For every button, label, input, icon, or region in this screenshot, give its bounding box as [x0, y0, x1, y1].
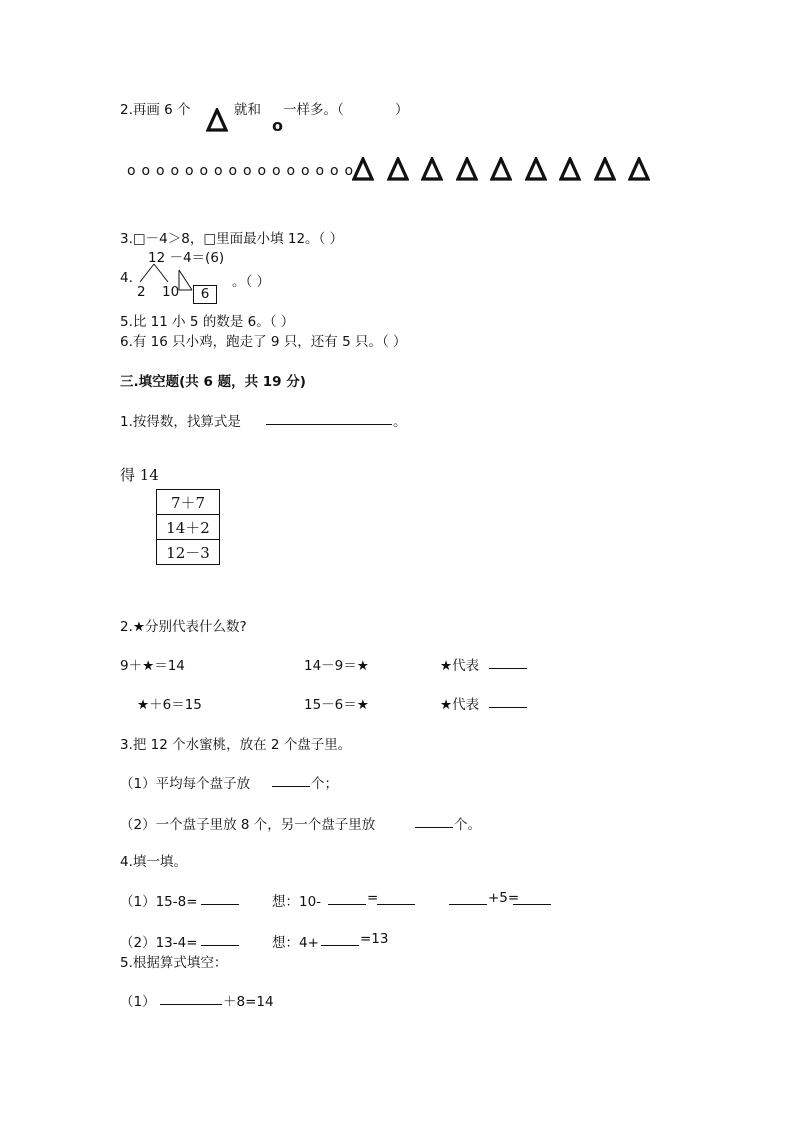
circle-icon: o — [329, 163, 339, 179]
f5-r1-b: ＋8=14 — [223, 994, 274, 1010]
circle-icon: o — [242, 163, 252, 179]
circle-icon: o — [141, 163, 151, 179]
q4-right-number: 10 — [162, 284, 180, 300]
triangle-icon — [206, 108, 228, 132]
expression-cell[interactable]: 7＋7 — [157, 490, 220, 515]
table-row — [157, 540, 220, 565]
circle-icon: o — [271, 163, 281, 179]
q4-prefix: 4. — [120, 270, 133, 286]
triangle-icon — [352, 157, 374, 181]
q4-left-number: 2 — [137, 284, 146, 300]
f3-p2-b: 个。 — [454, 817, 481, 833]
triangle-icon — [559, 157, 581, 181]
circle-row — [124, 164, 356, 178]
f4-r2-think: 想：4+ — [272, 935, 319, 951]
result-label: 得 14 — [120, 466, 159, 484]
f3-p1-a: （1）平均每个盘子放 — [120, 776, 251, 792]
triangle-icon — [421, 157, 443, 181]
q4-expression: 12 －4＝(6) — [148, 250, 225, 266]
circle-icon: o — [155, 163, 165, 179]
f4-r1-blank1[interactable] — [201, 890, 239, 905]
f2-r2-blank[interactable] — [489, 693, 527, 708]
f4-r1-blank5[interactable] — [513, 890, 551, 905]
f4-r2-eq: =13 — [360, 931, 389, 947]
circle-icon: o — [184, 163, 194, 179]
f4-r1-plus: +5= — [488, 890, 520, 906]
f3-p2-blank[interactable] — [415, 813, 453, 828]
triangle-cell — [622, 156, 657, 182]
q5-text: 5.比 11 小 5 的数是 6。（ ） — [120, 314, 295, 330]
f4-r1-eq: = — [367, 890, 379, 906]
triangle-icon — [490, 157, 512, 181]
f2-r2-b: 15－6＝★ — [304, 697, 369, 713]
f2-r2-c: ★代表 — [440, 697, 480, 713]
circle-icon: o — [213, 163, 223, 179]
triangle-icon — [628, 157, 650, 181]
section-title: 三.填空题(共 6 题，共 19 分) — [120, 374, 306, 390]
expression-cell[interactable]: 14＋2 — [157, 515, 220, 540]
f2-title: 2.★分别代表什么数? — [120, 619, 247, 635]
f5-r1-a: （1） — [120, 994, 156, 1010]
table-row — [157, 515, 220, 540]
circle-icon: o — [272, 116, 283, 135]
q2-text-b: 就和 — [234, 102, 261, 118]
f3-p1-blank[interactable] — [272, 772, 310, 787]
triangle-row — [346, 156, 657, 182]
table-row — [157, 490, 220, 515]
circle-icon: o — [300, 163, 310, 179]
triangle-cell — [450, 156, 485, 182]
triangle-icon — [525, 157, 547, 181]
f2-r2-a: ★＋6＝15 — [137, 697, 202, 713]
f4-r1-a: （1）15-8= — [120, 894, 198, 910]
circle-icon: o — [344, 163, 354, 179]
q3-text: 3.□－4＞8，□里面最小填 12。（ ） — [120, 231, 344, 247]
f4-r1-blank2[interactable] — [328, 890, 366, 905]
f2-r1-c: ★代表 — [440, 658, 480, 674]
triangle-cell — [588, 156, 623, 182]
f4-title: 4.填一填。 — [120, 854, 187, 870]
q4-suffix: 。（ ） — [232, 274, 271, 290]
triangle-icon — [594, 157, 616, 181]
f1-answer-blank[interactable] — [266, 410, 392, 425]
expression-table — [156, 489, 220, 565]
f5-title: 5.根据算式填空： — [120, 955, 228, 971]
q2-text-d: ） — [395, 102, 409, 118]
circle-icon: o — [257, 163, 267, 179]
triangle-cell — [484, 156, 519, 182]
circle-icon: o — [170, 163, 180, 179]
triangle-cell — [519, 156, 554, 182]
triangle-cell — [553, 156, 588, 182]
circle-icon: o — [228, 163, 238, 179]
f4-r2-blank2[interactable] — [321, 931, 359, 946]
circle-icon: o — [126, 163, 136, 179]
q4-box-number: 6 — [193, 285, 217, 304]
f4-r1-think: 想：10- — [272, 894, 322, 910]
q2-text-a: 2.再画 6 个 — [120, 102, 191, 118]
expression-cell[interactable]: 12－3 — [157, 540, 220, 565]
triangle-icon — [387, 157, 409, 181]
circle-icon: o — [315, 163, 325, 179]
f2-r1-blank[interactable] — [489, 654, 527, 669]
circle-icon: o — [199, 163, 209, 179]
f3-p1-b: 个； — [311, 776, 338, 792]
f3-p2-a: （2）一个盘子里放 8 个，另一个盘子里放 — [120, 817, 376, 833]
f2-r1-a: 9＋★＝14 — [120, 658, 185, 674]
circle-icon: o — [286, 163, 296, 179]
q2-text-c: 一样多。（ — [283, 102, 344, 118]
f4-r2-blank1[interactable] — [201, 931, 239, 946]
f5-r1-blank[interactable] — [160, 990, 222, 1005]
f1-text-a: 1.按得数，找算式是 — [120, 414, 241, 430]
triangle-cell — [346, 156, 381, 182]
f4-r1-blank4[interactable] — [449, 890, 487, 905]
f4-r2-a: （2）13-4= — [120, 935, 198, 951]
triangle-cell — [381, 156, 416, 182]
f1-text-b: 。 — [393, 414, 407, 430]
f2-r1-b: 14－9＝★ — [304, 658, 369, 674]
f4-r1-blank3[interactable] — [377, 890, 415, 905]
f3-title: 3.把 12 个水蜜桃，放在 2 个盘子里。 — [120, 737, 352, 753]
q6-text: 6.有 16 只小鸡，跑走了 9 只，还有 5 只。（ ） — [120, 334, 407, 350]
triangle-icon — [456, 157, 478, 181]
triangle-cell — [415, 156, 450, 182]
